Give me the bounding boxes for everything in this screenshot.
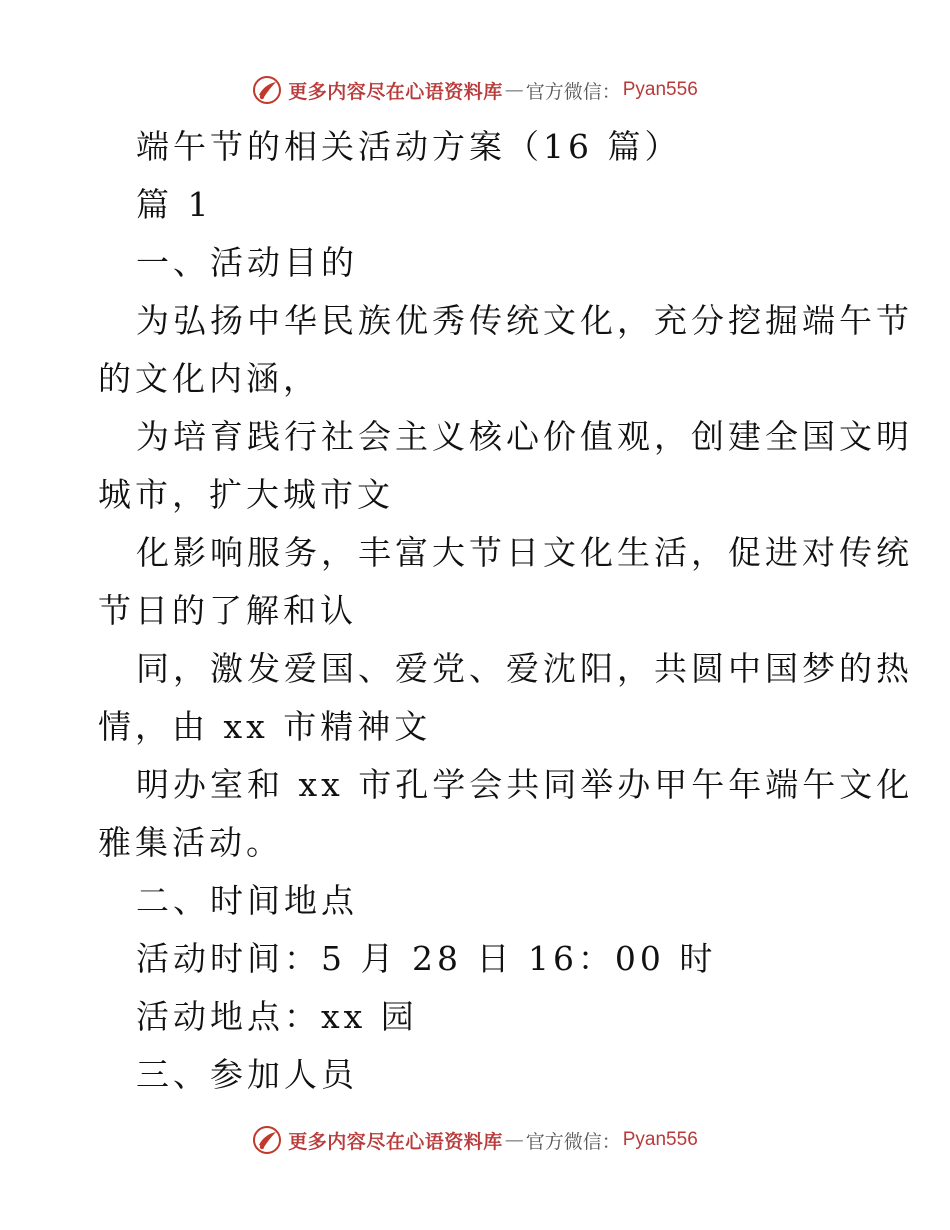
banner-wechat-id: Pyan556 [622, 1129, 698, 1150]
text-line: 三、参加人员 [136, 1055, 358, 1094]
banner-wechat-label: 官方微信： [525, 1130, 621, 1153]
brush-logo-icon [252, 75, 282, 105]
text-line: 二、时间地点 [136, 881, 358, 920]
text-line: 端午节的相关活动方案（16 篇） [136, 127, 682, 166]
text-line: 为弘扬中华民族优秀传统文化，充分挖掘端午节 [136, 301, 913, 340]
text-line: 雅集活动。 [98, 823, 283, 862]
text-line: 城市，扩大城市文 [98, 475, 394, 514]
text-line: 活动地点：xx 园 [136, 997, 418, 1036]
text-line: 活动时间：5 月 28 日 16：00 时 [136, 939, 717, 978]
footer-banner [0, 1118, 950, 1162]
header-banner [0, 68, 950, 112]
banner-separator: — [504, 1129, 524, 1151]
brush-logo-icon [252, 1125, 282, 1155]
banner-title: 更多内容尽在心语资料库 [288, 80, 503, 103]
text-line: 明办室和 xx 市孔学会共同举办甲午年端午文化 [136, 765, 914, 804]
text-line: 的文化内涵， [98, 359, 320, 398]
text-line: 同，激发爱国、爱党、爱沈阳，共圆中国梦的热 [136, 649, 913, 688]
banner-separator: — [504, 79, 524, 101]
document-body [98, 118, 914, 1104]
text-line: 节日的了解和认 [98, 591, 357, 630]
banner-wechat-label: 官方微信： [525, 80, 621, 103]
text-line: 为培育践行社会主义核心价值观，创建全国文明 [136, 417, 913, 456]
text-line: 一、活动目的 [136, 243, 358, 282]
banner-title: 更多内容尽在心语资料库 [288, 1130, 503, 1153]
text-line: 情，由 xx 市精神文 [98, 707, 432, 746]
text-line: 篇 1 [136, 185, 213, 224]
text-line: 化影响服务，丰富大节日文化生活，促进对传统 [136, 533, 913, 572]
banner-wechat-id: Pyan556 [622, 79, 698, 100]
